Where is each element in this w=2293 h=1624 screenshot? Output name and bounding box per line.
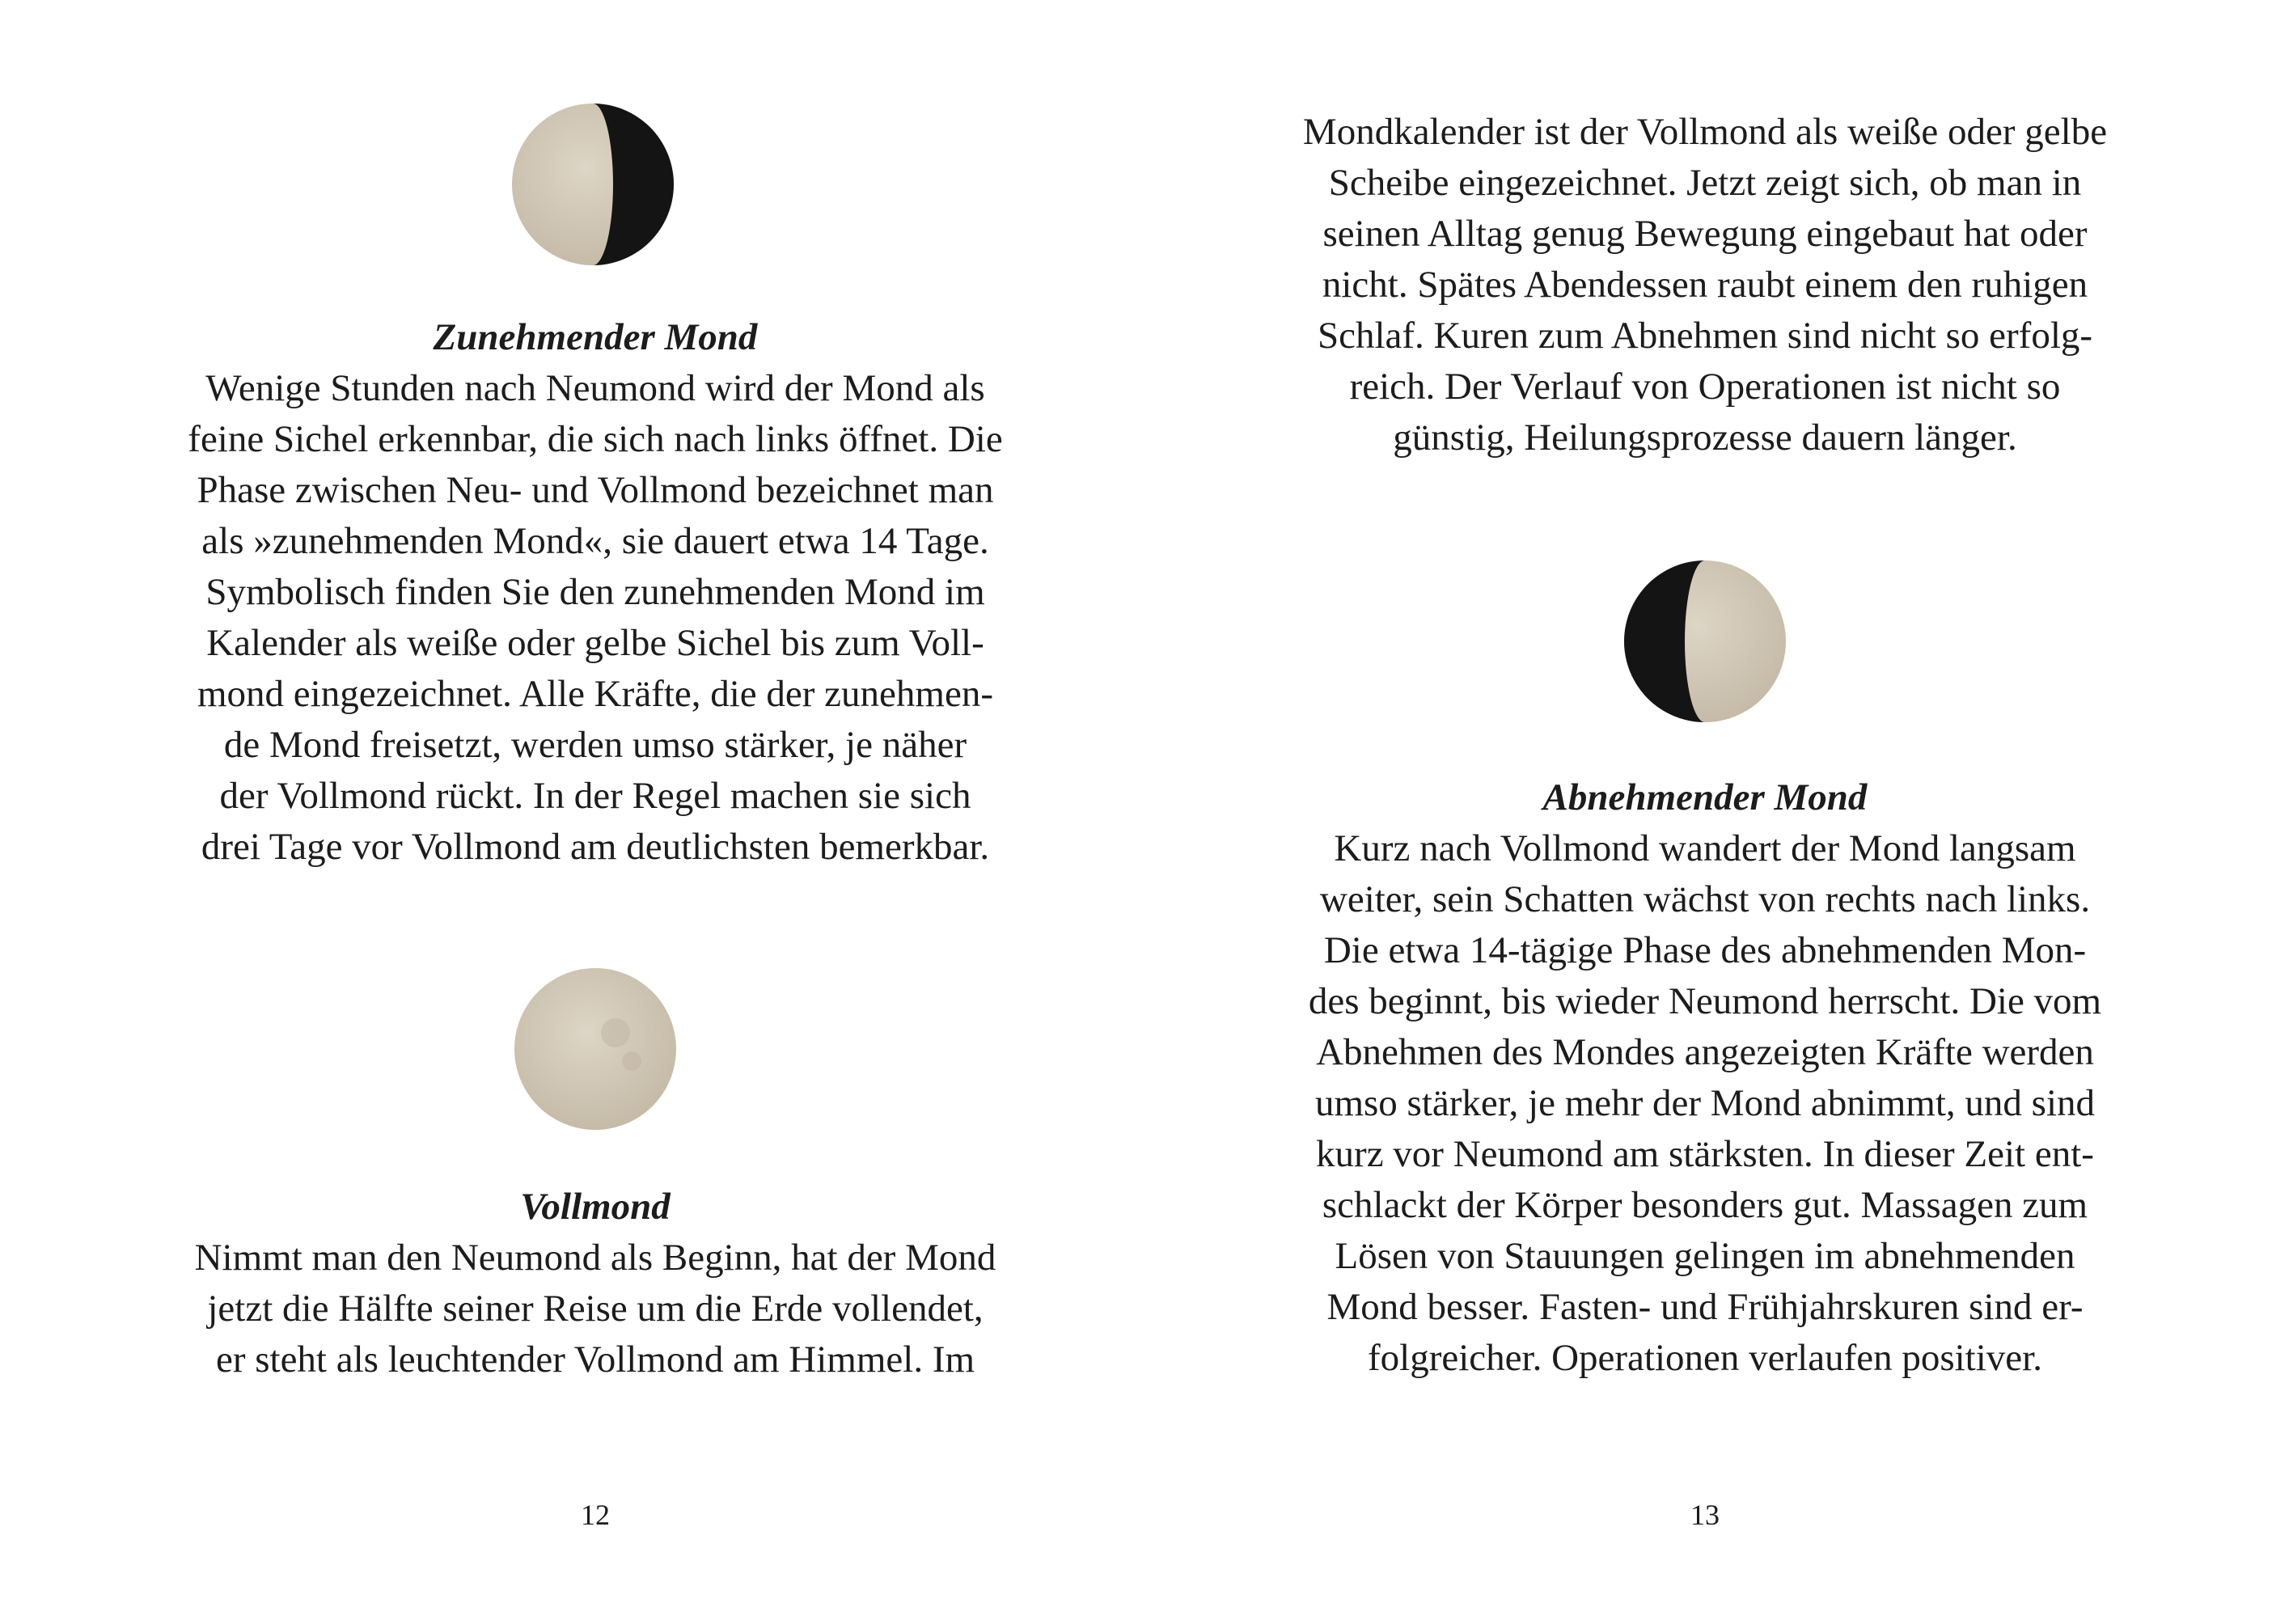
text-line: des beginnt, bis wieder Neumond herrscht. Die vom — [1308, 980, 2102, 1022]
text-line: feine Sichel erkennbar, die sich nach links öffnet. Die — [188, 418, 1003, 460]
section-title: Vollmond — [520, 1186, 671, 1228]
text-line: de Mond freisetzt, werden umso stärker, je näher — [223, 724, 967, 766]
text-line: drei Tage vor Vollmond am deutlichsten bemerkbar. — [201, 826, 990, 868]
text-line: reich. Der Verlauf von Operationen ist nicht so — [1349, 366, 2061, 408]
text-line: schlackt der Körper besonders gut. Massagen zum — [1322, 1184, 2088, 1226]
text-line: weiter, sein Schatten wächst von rechts nach links. — [1319, 878, 2091, 920]
text-line: nicht. Spätes Abendessen raubt einem den ruhigen — [1322, 264, 2088, 306]
text-line: umso stärker, je mehr der Mond abnimmt, und sind — [1314, 1082, 2096, 1124]
text-line: kurz vor Neumond am stärksten. In dieser Zeit ent- — [1316, 1133, 2094, 1175]
section-full-moon-continued — [1220, 107, 2190, 463]
text-line: Die etwa 14-tägige Phase des abnehmenden Mon- — [1323, 929, 2087, 971]
section-title: Abnehmender Mond — [1542, 776, 1868, 818]
text-line: Wenige Stunden nach Neumond wird der Mond als — [205, 367, 985, 409]
text-line: seinen Alltag genug Bewegung eingebaut hat oder — [1322, 213, 2088, 255]
text-line: der Vollmond rückt. In der Regel machen sie sich — [219, 775, 971, 817]
text-line: Abnehmen des Mondes angezeigten Kräfte werden — [1316, 1031, 2094, 1073]
text-line: Phase zwischen Neu- und Vollmond bezeichnet man — [197, 469, 994, 511]
text-line: Kurz nach Vollmond wandert der Mond langsam — [1334, 827, 2076, 869]
waning-moon-icon — [1620, 556, 1790, 726]
text-line: jetzt die Hälfte seiner Reise um die Erde vollendet, — [207, 1288, 984, 1330]
page-number-right: 13 — [1690, 1499, 1720, 1531]
text-line: Kalender als weiße oder gelbe Sichel bis zum Voll- — [206, 622, 984, 664]
text-line: er steht als leuchtender Vollmond am Himmel. Im — [215, 1339, 975, 1381]
section-waning-moon — [1220, 772, 2190, 1384]
full-moon-icon — [510, 964, 680, 1134]
section-full-moon — [110, 1182, 1081, 1385]
page-number-left: 12 — [581, 1499, 610, 1531]
text-line: Symbolisch finden Sie den zunehmenden Mond im — [205, 571, 985, 613]
text-line: als »zunehmenden Mond«, sie dauert etwa 14 Tage. — [201, 520, 989, 562]
text-line: folgreicher. Operationen verlaufen positiver. — [1368, 1337, 2042, 1379]
text-line: Nimmt man den Neumond als Beginn, hat der Mond — [194, 1237, 996, 1279]
text-line: günstig, Heilungsprozesse dauern länger. — [1393, 417, 2017, 459]
section-title: Zunehmender Mond — [433, 316, 758, 358]
text-line: Lösen von Stauungen gelingen im abnehmenden — [1335, 1235, 2075, 1277]
text-line: Schlaf. Kuren zum Abnehmen sind nicht so erfolg- — [1317, 315, 2093, 357]
section-waxing-moon — [110, 312, 1081, 873]
text-line: mond eingezeichnet. Alle Kräfte, die der zunehmen- — [197, 673, 993, 715]
waxing-moon-icon — [508, 99, 678, 269]
text-line: Mondkalender ist der Vollmond als weiße oder gelbe — [1302, 111, 2108, 153]
text-line: Mond besser. Fasten- und Frühjahrskuren sind er- — [1326, 1286, 2084, 1328]
text-line: Scheibe eingezeichnet. Jetzt zeigt sich, ob man in — [1328, 162, 2082, 204]
